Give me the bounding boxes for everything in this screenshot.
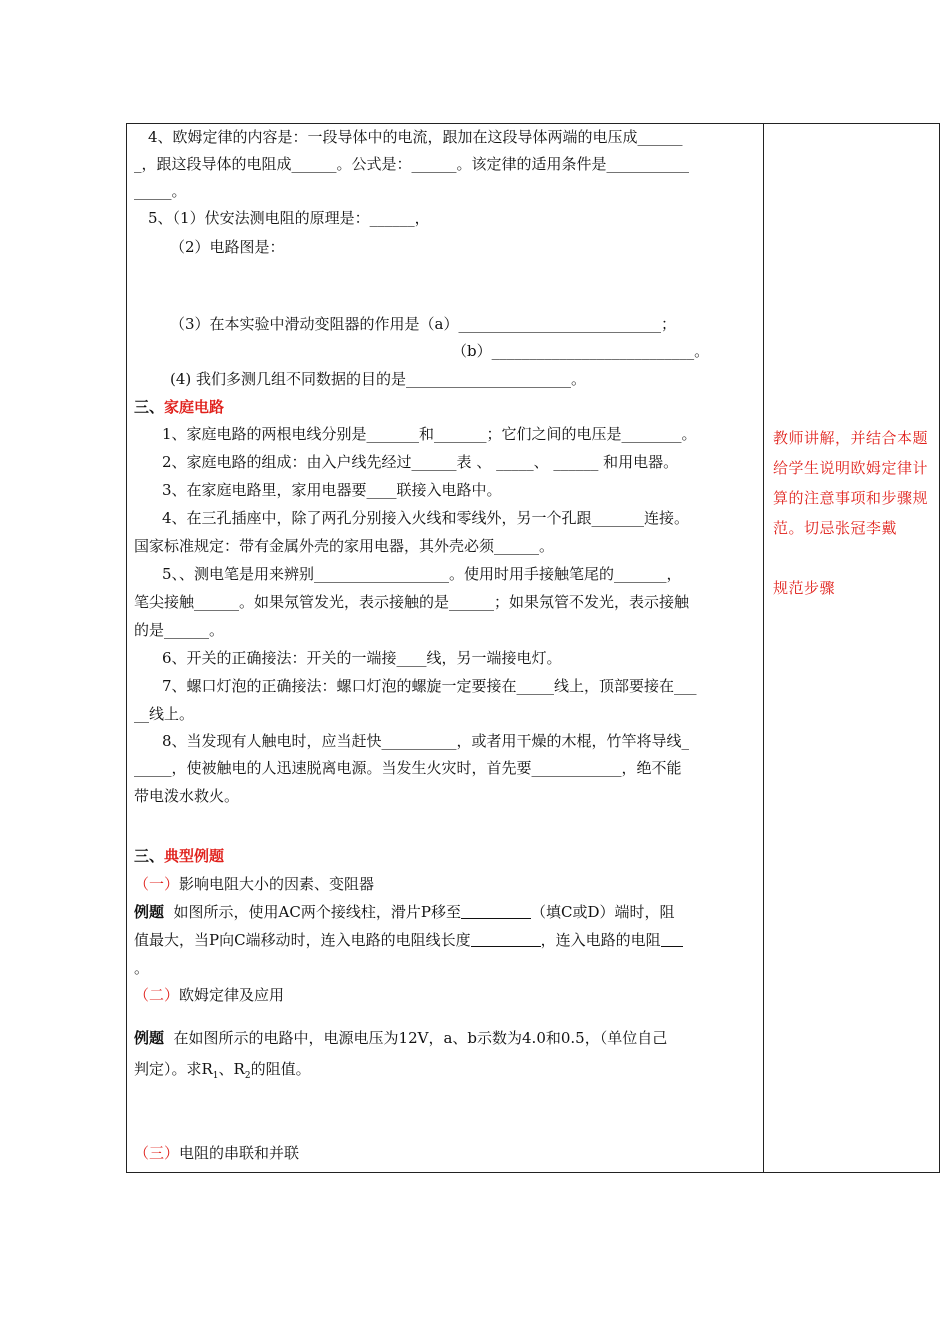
column-divider: [763, 123, 764, 1173]
household-item: 1、家庭电路的两根电线分别是_______和_______；它们之间的电压是________。: [162, 425, 697, 443]
teacher-notes: [773, 423, 933, 603]
q4-line-2: _，跟这段导体的电阻成______。公式是：______。该定律的适用条件是___________: [134, 155, 690, 173]
q5-line-1: 5、（1）伏安法测电阻的原理是：______，: [148, 209, 430, 227]
example-1-line-3: 。: [134, 959, 150, 977]
q5-line-4: （b）___________________________。: [452, 342, 710, 360]
example-2-line-1: 例题 在如图所示的电路中，电源电压为12V，a、b示数为4.0和0.5，（单位自己: [134, 1029, 668, 1047]
household-item: 2、家庭电路的组成：由入户线先经过______表 、 _____、 ______ 和用电器。: [162, 453, 679, 471]
example-subheading-3: （三）电阻的串联和并联: [134, 1144, 300, 1162]
q5-line-2: （2）电路图是：: [170, 238, 285, 256]
household-item: 3、在家庭电路里，家用电器要____联接入电路中。: [162, 481, 502, 499]
household-item: 6、开关的正确接法：开关的一端接____线，另一端接电灯。: [162, 649, 562, 667]
section-heading-examples: 三、典型例题: [134, 847, 225, 865]
household-item: 5、、测电笔是用来辨别__________________。使用时用手接触笔尾的_______，: [162, 565, 682, 583]
household-item: 7、螺口灯泡的正确接法：螺口灯泡的螺旋一定要接在_____线上，顶部要接在___: [162, 677, 697, 695]
example-1-line-2: 值最大，当P向C端移动时，连入电路的电阻线长度 ，连入电路的电阻: [134, 930, 683, 950]
example-2-line-2: 判定）。求$R_1$、$R_2$的阻值。: [134, 1060, 311, 1081]
household-item: __线上。: [134, 705, 195, 723]
household-item: 8、当发现有人触电时，应当赶快__________，或者用干燥的木棍，竹竿将导线_: [162, 732, 690, 750]
household-item: _____，使被触电的人迅速脱离电源。当发生火灾时，首先要____________，绝不能: [134, 759, 682, 777]
q5-line-3: （3）在本实验中滑动变阻器的作用是（a）___________________________；: [170, 315, 676, 333]
household-item: 带电泼水救火。: [134, 787, 240, 805]
household-item: 笔尖接触______。如果氖管发光，表示接触的是______；如果氖管不发光，表示接触: [134, 593, 690, 611]
teacher-note-1: 教师讲解，并结合本题给学生说明欧姆定律计算的注意事项和步骤规范。切忌张冠李戴: [773, 429, 929, 537]
example-subheading-2: （二）欧姆定律及应用: [134, 986, 285, 1004]
household-item: 4、在三孔插座中，除了两孔分别接入火线和零线外，另一个孔跟_______连接。: [162, 509, 690, 527]
q4-line-3: _____。: [134, 182, 187, 200]
q4-line-1: 4、欧姆定律的内容是：一段导体中的电流，跟加在这段导体两端的电压成______: [148, 128, 683, 146]
q5-line-5: (4) 我们多测几组不同数据的目的是______________________。: [170, 370, 587, 388]
example-subheading-1: （一）影响电阻大小的因素、变阻器: [134, 875, 375, 893]
household-item: 的是______。: [134, 621, 225, 639]
section-heading-household: 三、家庭电路: [134, 398, 225, 416]
teacher-note-2: 规范步骤: [773, 579, 836, 597]
household-item: 国家标准规定：带有金属外壳的家用电器，其外壳必须______。: [134, 537, 555, 555]
example-1-line-1: 例题 如图所示，使用AC两个接线柱，滑片P移至 （填C或D）端时，阻: [134, 903, 675, 921]
